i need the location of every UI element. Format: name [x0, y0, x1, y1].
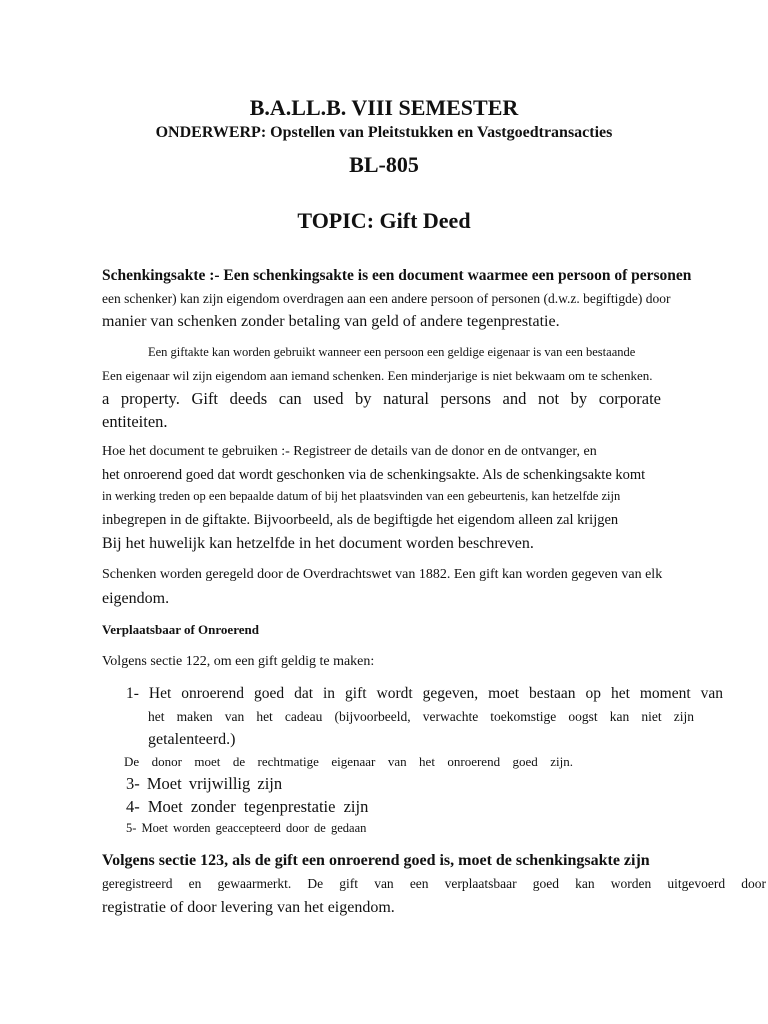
- section-123-line-2: geregistreerd en gewaarmerkt. De gift van een verplaatsbaar goed kan worden uitgevoerd door: [102, 876, 766, 891]
- paragraph-2-line-3: a property. Gift deeds can used by natural persons and not by corporate: [102, 389, 661, 408]
- paragraph-4-line-1: Schenken worden geregeld door de Overdrachtswet van 1882. Een gift kan worden gegeven van elk: [102, 567, 663, 582]
- paragraph-3-line-5: Bij het huwelijk kan hetzelfde in het document worden beschreven.: [102, 535, 534, 552]
- list-item-5: 5- Moet worden geaccepteerd door de gedaan: [126, 821, 367, 835]
- paragraph-1-line-2: een schenker) kan zijn eigendom overdragen aan een andere persoon of personen (d.w.z. begiftigde) door: [102, 291, 671, 306]
- list-item-4: 4- Moet zonder tegenprestatie zijn: [126, 797, 369, 816]
- list-item-3: 3- Moet vrijwillig zijn: [126, 774, 283, 793]
- paragraph-4-line-2: eigendom.: [102, 590, 170, 607]
- subheading-movable-immovable: Verplaatsbaar of Onroerend: [102, 622, 259, 637]
- paragraph-3-line-4: inbegrepen in de giftakte. Bijvoorbeeld, als de begiftigde het eigendom alleen zal krijgen: [102, 512, 619, 528]
- list-item-1-end: getalenteerd.): [148, 731, 236, 748]
- paragraph-3-line-2: het onroerend goed dat wordt geschonken via de schenkingsakte. Als de schenkingsakte komt: [102, 467, 646, 483]
- topic-heading: TOPIC: Gift Deed: [297, 208, 471, 233]
- paragraph-2-line-4: entiteiten.: [102, 412, 168, 431]
- paragraph-1-lead: Schenkingsakte :- Een schenkingsakte is een document waarmee een persoon of personen: [102, 267, 692, 284]
- course-code: BL-805: [349, 152, 419, 177]
- section-122-intro: Volgens sectie 122, om een gift geldig te maken:: [102, 654, 375, 669]
- paragraph-1-line-3: manier van schenken zonder betaling van geld of andere tegenprestatie.: [102, 313, 560, 330]
- paragraph-3-line-3: in werking treden op een bepaalde datum of bij het plaatsvinden van een gebeurtenis, kan hetzelfde zijn: [102, 489, 621, 503]
- section-123-line-3: registratie of door levering van het eigendom.: [102, 899, 395, 916]
- list-item-2: De donor moet de rechtmatige eigenaar van het onroerend goed zijn.: [124, 754, 573, 769]
- list-item-1: 1- Het onroerend goed dat in gift wordt gegeven, moet bestaan op het moment van: [126, 685, 723, 702]
- subject-line: ONDERWERP: Opstellen van Pleitstukken en Vastgoedtransacties: [155, 124, 613, 141]
- list-item-1-cont: het maken van het cadeau (bijvoorbeeld, verwachte toekomstige oogst kan niet zijn: [148, 709, 694, 724]
- section-123-lead: Volgens sectie 123, als de gift een onroerend goed is, moet de schenkingsakte zijn: [102, 852, 650, 869]
- paragraph-2-line-2: Een eigenaar wil zijn eigendom aan iemand schenken. Een minderjarige is niet bekwaam om te schenken.: [102, 368, 653, 383]
- paragraph-2-line-1: Een giftakte kan worden gebruikt wanneer een persoon een geldige eigenaar is van een bestaande: [148, 345, 636, 359]
- course-title: B.A.LL.B. VIII SEMESTER: [249, 95, 519, 120]
- paragraph-3-line-1: Hoe het document te gebruiken :- Registreer de details van de donor en de ontvanger, en: [102, 444, 597, 459]
